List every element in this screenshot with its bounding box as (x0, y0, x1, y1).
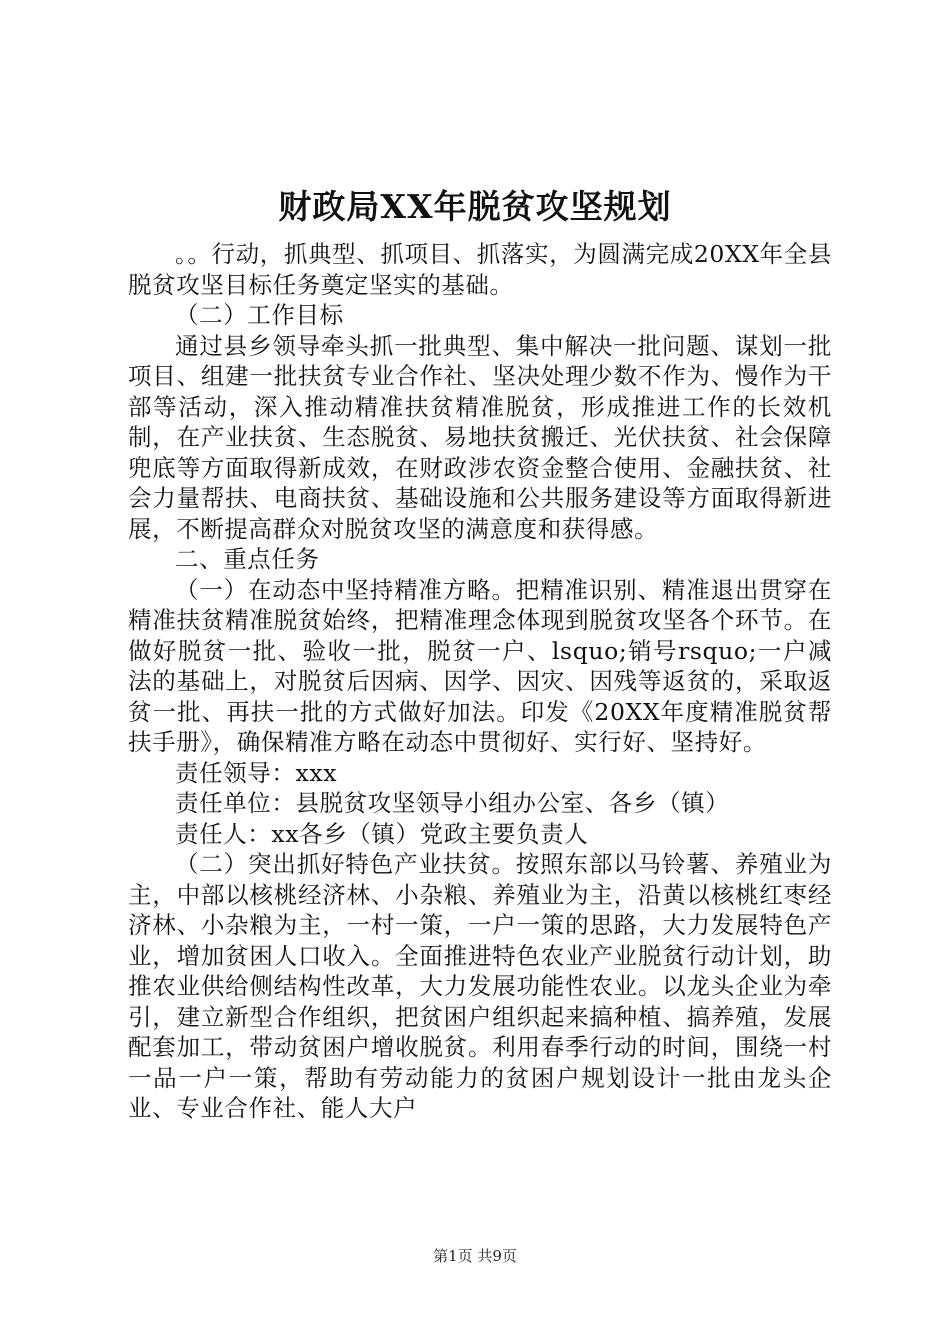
paragraph-1: 。。行动，抓典型、抓项目、抓落实，为圆满完成20XX年全县脱贫攻坚目标任务奠定坚实的基础。 (128, 240, 832, 299)
document-body (128, 239, 832, 1124)
paragraph-2-heading: （二）工作目标 (175, 301, 344, 329)
paragraph-9: （二）突出抓好特色产业扶贫。按照东部以马铃薯、养殖业为主，中部以核桃经济林、小杂粮、养殖业为主，沿黄以核桃红枣经济林、小杂粮为主，一村一策，一户一策的思路，大力发展特色产业，增加贫困人口收入。全面推进特色农业产业脱贫行动计划，助推农业供给侧结构性改革，大力发展功能性农业。以龙头企业为牵引，建立新型合作组织，把贫困户组织起来搞种植、搞养殖，发展配套加工，带动贫困户增收脱贫。利用春季行动的时间，围绕一村一品一户一策，帮助有劳动能力的贫困户规划设计一批由龙头企业、专业合作社、能人大户 (128, 850, 832, 1122)
paragraph-7: 责任单位：县脱贫攻坚领导小组办公室、各乡（镇） (175, 789, 730, 817)
paragraph-8: 责任人：xx各乡（镇）党政主要负责人 (175, 819, 589, 848)
paragraph-5: （一）在动态中坚持精准方略。把精准识别、精准退出贯穿在精准扶贫精准脱贫始终，把精准理念体现到脱贫攻坚各个环节。在做好脱贫一批、验收一批，脱贫一户、lsquo;销号rsquo;一户减法的基础上，对脱贫后因病、因学、因灾、因残等返贫的，采取返贫一批、再扶一批的方式做好加法。印发《20XX年度精准脱贫帮扶手册》，确保精准方略在动态中贯彻好、实行好、坚持好。 (128, 575, 832, 756)
paragraph-4-heading: 二、重点任务 (175, 545, 320, 573)
document-title: 财政局XX年脱贫攻坚规划 (278, 187, 672, 226)
paragraph-3: 通过县乡领导牵头抓一批典型、集中解决一批问题、谋划一批项目、组建一批扶贫专业合作社、坚决处理少数不作为、慢作为干部等活动，深入推动精准扶贫精准脱贫，形成推进工作的长效机制，在产业扶贫、生态脱贫、易地扶贫搬迁、光伏扶贫、社会保障兜底等方面取得新成效，在财政涉农资金整合使用、金融扶贫、社会力量帮扶、电商扶贫、基础设施和公共服务建设等方面取得新进展，不断提高群众对脱贫攻坚的满意度和获得感。 (128, 331, 832, 543)
page-footer: 第1页 共9页 (433, 1247, 517, 1265)
paragraph-6: 责任领导：xxx (175, 758, 338, 787)
